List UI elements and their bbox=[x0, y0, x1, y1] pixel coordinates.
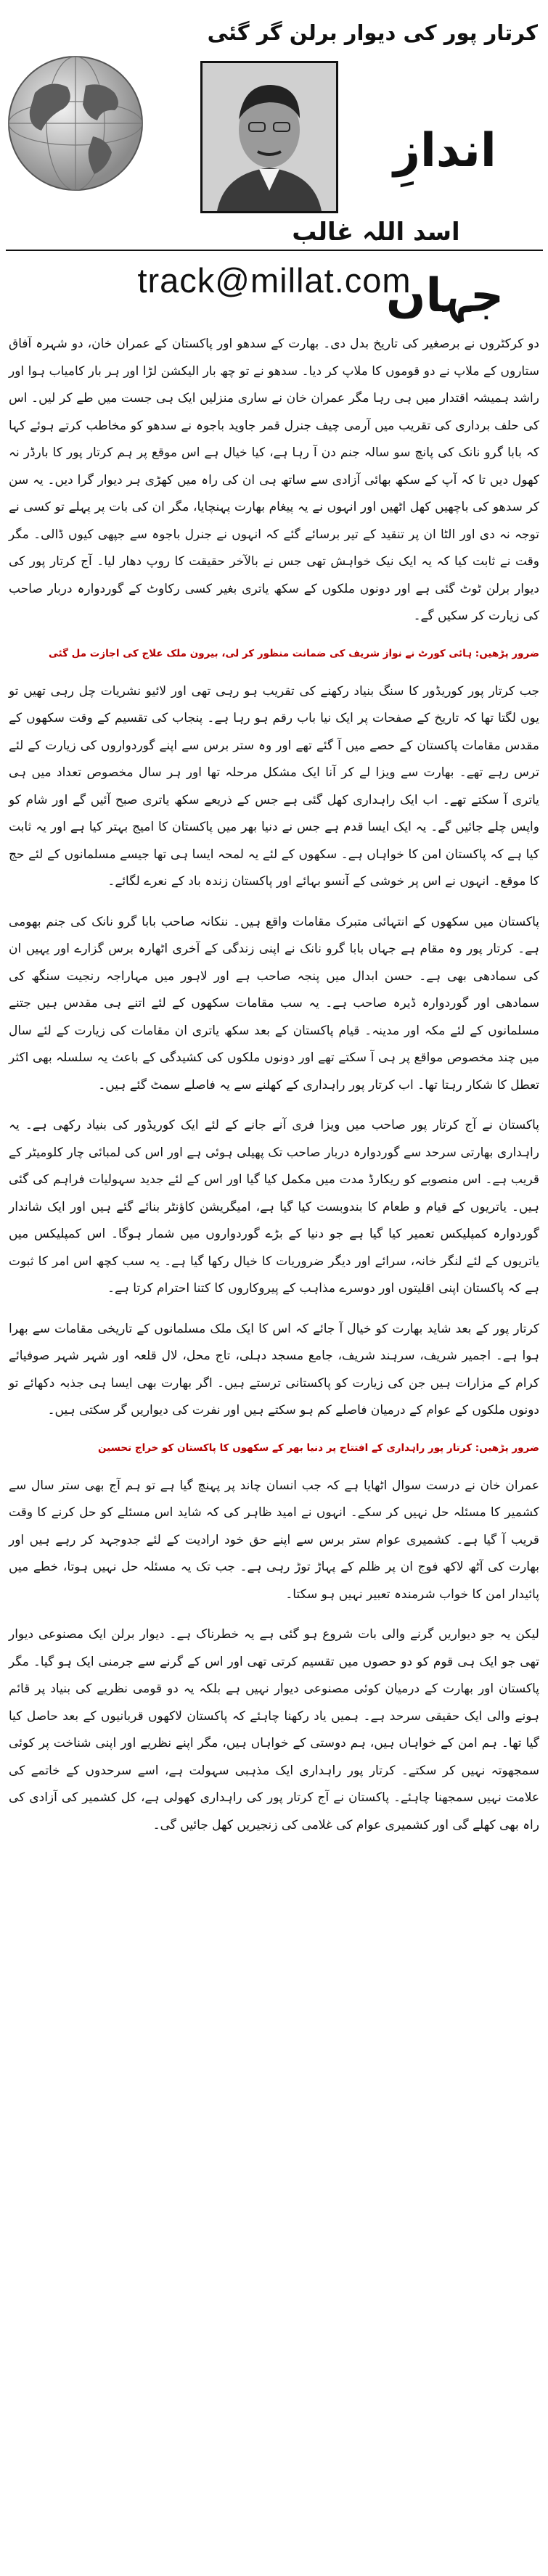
author-email[interactable]: track@millat.com bbox=[137, 261, 412, 300]
banner-divider bbox=[6, 250, 543, 251]
author-photo bbox=[200, 61, 338, 213]
portrait-icon bbox=[203, 63, 336, 211]
read-also-link[interactable]: ضرور پڑھیں: کرتار پور راہداری کے افتتاح پر دنیا بھر کے سکھوں کا پاکستان کو خراج تحسین bbox=[97, 1441, 539, 1454]
article-paragraph: پاکستان میں سکھوں کے انتہائی متبرک مقامات واقع ہیں۔ ننکانہ صاحب بابا گرو نانک کی جنم بھومی ہے۔ کرتار پور وہ مقام ہے جہاں بابا گرو نانک نے اپنی زندگی کے آخری اٹھارہ برس گزارے اور یہیں ان کی سمادھی بھی ہے۔ حسن ابدال میں پنجہ صاحب ہے اور لاہور میں مہاراجہ رنجیت سنگھ کی سمادھی اور گوردوارہ ڈیرہ صاحب ہے۔ یہ سب مقامات سکھوں کے لئے اتنے ہی مقدس ہیں جتنے مسلمانوں کے لئے مکہ اور مدینہ۔ قیام پاکستان کے بعد سکھ یاتری ان مقامات کی زیارت کے لئے سال میں چند مخصوص مواقع پر ہی آ سکتے تھے اور دونوں ملکوں کی کشیدگی کے باعث یہ سلسلہ بھی اکثر تعطل کا شکار رہتا تھا۔ اب کرتار پور راہداری کے کھلنے سے یہ فاصلے سمٹ گئے ہیں۔ bbox=[9, 914, 539, 1092]
article-paragraph: لیکن یہ جو دیواریں گرنے والی بات شروع ہو گئی ہے یہ خطرناک ہے۔ دیوار برلن ایک مصنوعی دیوار تھی جو ایک ہی قوم کو دو حصوں میں تقسیم کرتی تھی اور اس کے گرنے سے جرمنی ایک ہو گیا۔ مگر پاکستان اور بھارت کے درمیان کوئی مصنوعی دیوار نہیں ہے بلکہ یہ دو قومی نظریے کی بنیاد پر قائم ہونے والی ایک حقیقی سرحد ہے۔ ہمیں یاد رکھنا چاہئے کہ پاکستان لاکھوں قربانیوں کے بعد حاصل کیا گیا تھا۔ ہم امن کے خواہاں ہیں، ہم دوستی کے خواہاں ہیں، مگر اپنے نظریے اور اپنی شناخت پر کوئی سمجھوتہ نہیں کر سکتے۔ کرتار پور راہداری ایک مذہبی سہولت ہے، اسے سرحدوں کے خاتمے کی علامت نہیں سمجھنا چاہئے۔ پاکستان نے آج کرتار پور کی راہداری کھولی ہے، کل کشمیر کی آزادی کی راہ بھی کھلے گی اور کشمیری عوام کی غلامی کی زنجیریں کھل جائیں گی۔ bbox=[9, 1627, 539, 1832]
author-name: اسد اللہ غالب bbox=[292, 218, 460, 247]
article-paragraph: عمران خان نے درست سوال اٹھایا ہے کہ جب انسان چاند پر پہنچ گیا ہے تو ہم آج بھی ستر سال سے کشمیر کا مسئلہ حل نہیں کر سکے۔ انہوں نے امید ظاہر کی کہ شاید اس مسئلے کو حل کرنے کا وقت قریب آ گیا ہے۔ کشمیری عوام ستر برس سے اپنے حق خود ارادیت کے لئے جدوجہد کر رہے ہیں اور بھارت کی آٹھ لاکھ فوج ان پر ظلم کے پہاڑ توڑ رہی ہے۔ جب تک یہ مسئلہ حل نہیں ہوتا، خطے میں پائیدار امن کا خواب شرمندہ تعبیر نہیں ہو سکتا۔ bbox=[9, 1478, 539, 1602]
article-paragraph: پاکستان نے آج کرتار پور صاحب میں ویزا فری آنے جانے کے لئے ایک کوریڈور کی بنیاد رکھی ہے۔ یہ راہداری بھارتی سرحد سے گوردوارہ دربار صاحب تک پھیلی ہوئی ہے اور اس کی لمبائی چار کلومیٹر کے قریب ہے۔ اس منصوبے کو ریکارڈ مدت میں مکمل کیا گیا اور اس کے لئے جدید سہولیات فراہم کی گئی ہیں۔ یاتریوں کے قیام و طعام کا بندوبست کیا گیا ہے، امیگریشن کاؤنٹر بنائے گئے ہیں اور ایک شاندار گوردوارہ کمپلیکس تعمیر کیا گیا ہے جو دنیا کے بڑے گوردواروں میں شمار ہوگا۔ اس کمپلیکس میں یاتریوں کے لئے لنگر خانہ، سرائے اور دیگر ضروریات کا خیال رکھا گیا ہے۔ یہ سب کچھ اس امر کا ثبوت ہے کہ پاکستان اپنی اقلیتوں اور دوسرے مذاہب کے پیروکاروں کا کتنا احترام کرتا ہے۔ bbox=[9, 1118, 539, 1296]
article-paragraph: کرتار پور کے بعد شاید بھارت کو خیال آ جائے کہ اس کا ایک ملک مسلمانوں کے تاریخی مقامات سے بھرا ہوا ہے۔ اجمیر شریف، سرہند شریف، جامع مسجد دہلی، تاج محل، لال قلعہ اور شہر شہر صوفیائے کرام کے مزارات ہیں جن کی زیارت کو پاکستانی ترستے ہیں۔ اگر بھارت بھی ایسا ہی جذبہ دکھائے تو دونوں ملکوں کے عوام کے درمیان فاصلے کم ہو سکتے ہیں اور نفرت کی دیواریں گر سکتی ہیں۔ bbox=[9, 1321, 539, 1417]
article-paragraph: دو کرکٹروں نے برصغیر کی تاریخ بدل دی۔ بھارت کے سدھو اور پاکستان کے عمران خان، دو شہرہ آفاق ستاروں کے ملاپ نے دو قوموں کا ملاپ کر دیا۔ سدھو نے تو چھ بار الیکشن لڑا اور ہر بار کامیاب ہوا اور راشد ہمیشہ اقتدار میں ہی رہا مگر عمران خان نے ساری منزلیں ایک ہی جست میں طے کر لیں۔ اس کی حلف برداری کی تقریب میں آرمی چیف جنرل قمر جاوید باجوہ نے سدھو کو مخاطب کرتے ہوئے کہا کہ بابا گرو نانک کی پانچ سو سالہ جنم دن آ رہا ہے، کیا خیال ہے اس موقع پر ہم کرتار پور کا بارڈر نہ کھول دیں تا کہ آپ کے سکھ بھائی آزادی سے ساتھ ہی ان کی راہ میں کھڑی ہر دیوار گرا دیں۔ یہ سن کر سدھو کی باچھیں کھل اٹھیں اور انہوں نے یہ پیغام بھارت پہنچایا، مگر ان کی بات پر پہلے تو کسی نے توجہ نہ دی اور الٹا ان پر تنقید کے تیر برسائے گئے کہ انہوں نے جنرل باجوہ سے جپھی کیوں ڈالی۔ مگر وقت نے ثابت کیا کہ یہ ایک نیک خواہش تھی جس نے بالآخر حقیقت کا روپ دھار لیا۔ آج کرتار پور کی دیوار برلن ٹوٹ گئی ہے اور دونوں ملکوں کے سکھ یاتری بغیر کسی رکاوٹ کے گوردوارہ دربار صاحب کی زیارت کر سکیں گے۔ bbox=[9, 337, 539, 623]
columnist-banner bbox=[6, 35, 543, 325]
article-paragraph: جب کرتار پور کوریڈور کا سنگ بنیاد رکھنے کی تقریب ہو رہی تھی اور لائیو نشریات چل رہی تھیں تو یوں لگتا تھا کہ تاریخ کے صفحات پر ایک نیا باب رقم ہو رہا ہے۔ پنجاب کی تقسیم کے وقت سکھوں کے مقدس مقامات پاکستان کے حصے میں آ گئے تھے اور وہ ستر برس سے اپنے گوردواروں کی زیارت کے لئے ترس رہے تھے۔ بھارت سے ویزا لے کر آنا ایک مشکل مرحلہ تھا اور ہر سال مخصوص تعداد میں ہی یاتری آ سکتے تھے۔ اب ایک راہداری کھل گئی ہے جس کے ذریعے سکھ یاتری صبح آئیں گے اور شام کو واپس چلے جائیں گے۔ یہ ایک ایسا قدم ہے جس نے دنیا بھر میں پاکستان کا امیج بہتر کیا ہے اور یہ ثابت کیا ہے کہ پاکستان امن کا خواہاں ہے۔ سکھوں کے لئے یہ لمحہ ایسا ہی تھا جیسے مسلمانوں کے لئے حج کا موقع۔ انہوں نے اس پر خوشی کے آنسو بہائے اور پاکستان زندہ باد کے نعرے لگائے۔ bbox=[9, 683, 539, 889]
column-name: اندازِ جہاں bbox=[385, 124, 504, 323]
article-title: کرتار پور کی دیوار برلن گر گئی bbox=[207, 20, 538, 46]
globe-icon bbox=[6, 35, 151, 202]
read-also-link[interactable]: ضرور پڑھیں: ہائی کورٹ نے نواز شریف کی ضمانت منظور کر لی، بیرون ملک علاج کی اجازت مل گئی bbox=[48, 647, 539, 659]
article-body bbox=[9, 331, 539, 1852]
